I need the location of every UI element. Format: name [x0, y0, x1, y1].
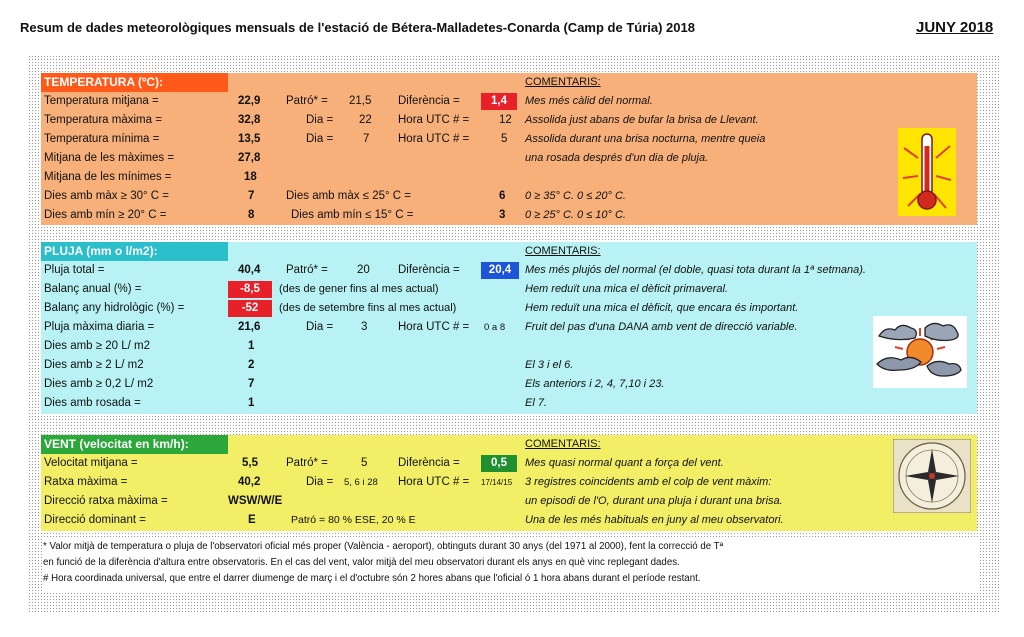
temperature-comments-title: COMENTARIS:: [525, 76, 601, 88]
rain-max-daily-hour-label: Hora UTC # =: [398, 321, 470, 333]
wind-gust-day-value: 5, 6 i 28: [344, 477, 378, 488]
wind-mean-comment: Mes quasi normal quant a força del vent.: [525, 457, 724, 469]
temp-max-label: Temperatura màxima =: [44, 114, 162, 126]
wind-gust-comment: 3 registres coincidents amb el colp de vent màxim:: [525, 476, 772, 488]
rain-max-daily-day-label: Dia =: [306, 321, 334, 333]
temp-days-max30-label: Dies amb màx ≥ 30° C =: [44, 190, 169, 202]
rain-total-pattern-label: Patró* =: [286, 264, 328, 276]
rain-days20-value: 1: [248, 340, 255, 352]
compass-rose-icon: [893, 439, 971, 513]
wind-panel: [41, 435, 977, 531]
report-title: Resum de dades meteorològiques mensuals de l'estació de Bétera-Malladetes-Conarda (Camp de Túria) 2018: [20, 20, 695, 35]
rain-days2-comment: El 3 i el 6.: [525, 359, 574, 371]
temp-row-max: [41, 111, 977, 130]
rain-max-daily-value: 21,6: [238, 321, 261, 333]
rain-dew-label: Dies amb rosada =: [44, 397, 141, 409]
temp-days-min15-label: Dies amb mín ≤ 15° C =: [291, 209, 414, 221]
wind-mean-label: Velocitat mitjana =: [44, 457, 138, 469]
rain-row-days2: [41, 356, 977, 375]
report-sheet: [28, 55, 1000, 613]
temp-mean-max-label: Mitjana de les màximes =: [44, 152, 175, 164]
temp-mean-label: Temperatura mitjana =: [44, 95, 159, 107]
temp-min-day-value: 7: [363, 133, 370, 145]
temp-max-day-value: 22: [359, 114, 372, 126]
temp-days-max-comment: 0 ≥ 35° C. 0 ≤ 20° C.: [525, 190, 626, 202]
sun-clouds-icon: [873, 316, 967, 388]
temp-row-min: [41, 130, 977, 149]
temp-mean-max-comment: una rosada després d'un dia de pluja.: [525, 152, 709, 164]
footnote-line: en funció de la diferència d'altura entre observatoris. En el cas del vent, valor mitjà del meu observatori durant els anys en què vinc replegant dades.: [43, 557, 680, 568]
wind-gust-day-label: Dia =: [306, 476, 334, 488]
footnote-line: # Hora coordinada universal, que entre el darrer diumenge de març i el d'octubre són 2 hores abans que l'oficial ó 1 hora abans durant el període restant.: [43, 573, 701, 584]
temp-min-hour-label: Hora UTC # =: [398, 133, 470, 145]
rain-dew-comment: El 7.: [525, 397, 548, 409]
temp-mean-value: 22,9: [238, 95, 261, 107]
wind-gust-hour-value: 17/14/15: [481, 478, 513, 487]
rain-total-value: 40,4: [238, 264, 261, 276]
rain-row-days20: [41, 337, 977, 356]
rain-max-daily-day-value: 3: [361, 321, 368, 333]
wind-mean-pattern-label: Patró* =: [286, 457, 328, 469]
report-month: JUNY 2018: [916, 19, 994, 36]
wind-mean-pattern-value: 5: [361, 457, 368, 469]
rain-annual-comment: Hem reduït una mica el dèficit primaveral.: [525, 283, 728, 295]
wind-row-gust-dir: [41, 492, 977, 511]
temp-max-hour-value: 12: [499, 114, 512, 126]
rain-days02-value: 7: [248, 378, 255, 390]
thermometer-icon: [898, 128, 956, 216]
temp-row-days-max: [41, 187, 977, 206]
rain-days2-label: Dies amb ≥ 2 L/ m2: [44, 359, 144, 371]
footnotes: [43, 539, 978, 593]
rain-total-label: Pluja total =: [44, 264, 105, 276]
temp-max-comment: Assolida just abans de bufar la brisa de Llevant.: [525, 114, 759, 126]
temp-min-comment: Assolida durant una brisa nocturna, mentre queia: [525, 133, 766, 145]
temp-max-hour-label: Hora UTC # =: [398, 114, 470, 126]
wind-gust-value: 40,2: [238, 476, 261, 488]
rain-row-days02: [41, 375, 977, 394]
temp-max-day-label: Dia =: [306, 114, 334, 126]
wind-dominant-label: Direcció dominant =: [44, 514, 146, 526]
rain-total-comment: Mes més plujós del normal (el doble, quasi tota durant la 1ª setmana).: [525, 264, 866, 276]
wind-mean-value: 5,5: [242, 457, 258, 469]
rain-dew-value: 1: [248, 397, 255, 409]
rain-row-dew: [41, 394, 977, 413]
temp-mean-max-value: 27,8: [238, 152, 261, 164]
temp-min-hour-value: 5: [501, 133, 508, 145]
rain-total-diff-badge: 20,4: [481, 262, 519, 279]
rain-total-diff-label: Diferència =: [398, 264, 460, 276]
temp-days-min15-value: 3: [499, 209, 506, 221]
wind-gust-dir-comment: un episodi de l'O, durant una pluja i durant una brisa.: [525, 495, 783, 507]
rain-max-daily-label: Pluja màxima diaria =: [44, 321, 155, 333]
rain-annual-label: Balanç anual (%) =: [44, 283, 142, 295]
temp-min-day-label: Dia =: [306, 133, 334, 145]
wind-gust-dir-value: WSW/W/E: [228, 495, 283, 507]
temp-mean-comment: Mes més càlid del normal.: [525, 95, 653, 107]
wind-dominant-value: E: [248, 514, 256, 526]
rain-row-total: [41, 261, 977, 280]
temp-mean-min-value: 18: [244, 171, 257, 183]
rain-comments-title: COMENTARIS:: [525, 245, 601, 257]
temperature-panel: [41, 73, 977, 225]
temp-row-mean-max: [41, 149, 977, 168]
wind-mean-diff-label: Diferència =: [398, 457, 460, 469]
temperature-header: TEMPERATURA (ºC):: [41, 73, 228, 92]
temp-days-max30-value: 7: [248, 190, 255, 202]
rain-max-daily-hour-value: 0 a 8: [484, 322, 506, 333]
rain-row-annual: [41, 280, 977, 299]
wind-dominant-comment: Una de les més habituals en juny al meu observatori.: [525, 514, 784, 526]
rain-row-max-daily: [41, 318, 977, 337]
rain-hydro-note: (des de setembre fins al mes actual): [279, 302, 457, 314]
rain-total-pattern-value: 20: [357, 264, 370, 276]
wind-dominant-pattern: Patró = 80 % ESE, 20 % E: [291, 514, 416, 526]
wind-comments-title: COMENTARIS:: [525, 438, 601, 450]
wind-row-mean: [41, 454, 977, 473]
temp-days-min-comment: 0 ≥ 25° C. 0 ≤ 10° C.: [525, 209, 626, 221]
rain-days2-value: 2: [248, 359, 255, 371]
rain-annual-note: (des de gener fins al mes actual): [279, 283, 439, 295]
wind-header: VENT (velocitat en km/h):: [41, 435, 228, 454]
wind-row-gust: [41, 473, 977, 492]
temp-days-max25-value: 6: [499, 190, 506, 202]
wind-mean-diff-badge: 0,5: [481, 455, 517, 472]
wind-gust-label: Ratxa màxima =: [44, 476, 128, 488]
wind-gust-hour-label: Hora UTC # =: [398, 476, 470, 488]
temp-min-label: Temperatura mínima =: [44, 133, 160, 145]
temp-row-mean: [41, 92, 977, 111]
temp-mean-pattern-value: 21,5: [349, 95, 372, 107]
footnote-line: * Valor mitjà de temperatura o pluja de l'observatori oficial més proper (València - aeroport), obtinguts durant 30 anys (del 1971 al 2000), fent la correcció de Tª: [43, 541, 724, 552]
temp-mean-pattern-label: Patró* =: [286, 95, 328, 107]
wind-row-dominant: [41, 511, 977, 530]
rain-hydro-comment: Hem reduït una mica el dèficit, que encara és important.: [525, 302, 799, 314]
temp-days-min20-value: 8: [248, 209, 255, 221]
temp-mean-diff-badge: 1,4: [481, 93, 517, 110]
temp-days-min20-label: Dies amb mín ≥ 20° C =: [44, 209, 167, 221]
rain-days20-label: Dies amb ≥ 20 L/ m2: [44, 340, 151, 352]
temp-mean-min-label: Mitjana de les mínimes =: [44, 171, 172, 183]
rain-hydro-badge: -52: [228, 300, 272, 317]
rain-days02-comment: Els anteriors i 2, 4, 7,10 i 23.: [525, 378, 665, 390]
wind-gust-dir-label: Direcció ratxa màxima =: [44, 495, 168, 507]
temp-mean-diff-label: Diferència =: [398, 95, 460, 107]
temp-row-days-min: [41, 206, 977, 225]
temp-max-value: 32,8: [238, 114, 261, 126]
temp-row-mean-min: [41, 168, 977, 187]
rain-header: PLUJA (mm o l/m2):: [41, 242, 228, 261]
rain-days02-label: Dies amb ≥ 0,2 L/ m2: [44, 378, 154, 390]
rain-max-daily-comment: Fruit del pas d'una DANA amb vent de direcció variable.: [525, 321, 798, 333]
rain-panel: [41, 242, 977, 414]
rain-annual-badge: -8,5: [228, 281, 272, 298]
rain-row-hydro: [41, 299, 977, 318]
rain-hydro-label: Balanç any hidrològic (%) =: [44, 302, 185, 314]
temp-min-value: 13,5: [238, 133, 261, 145]
temp-days-max25-label: Dies amb màx ≤ 25° C =: [286, 190, 411, 202]
